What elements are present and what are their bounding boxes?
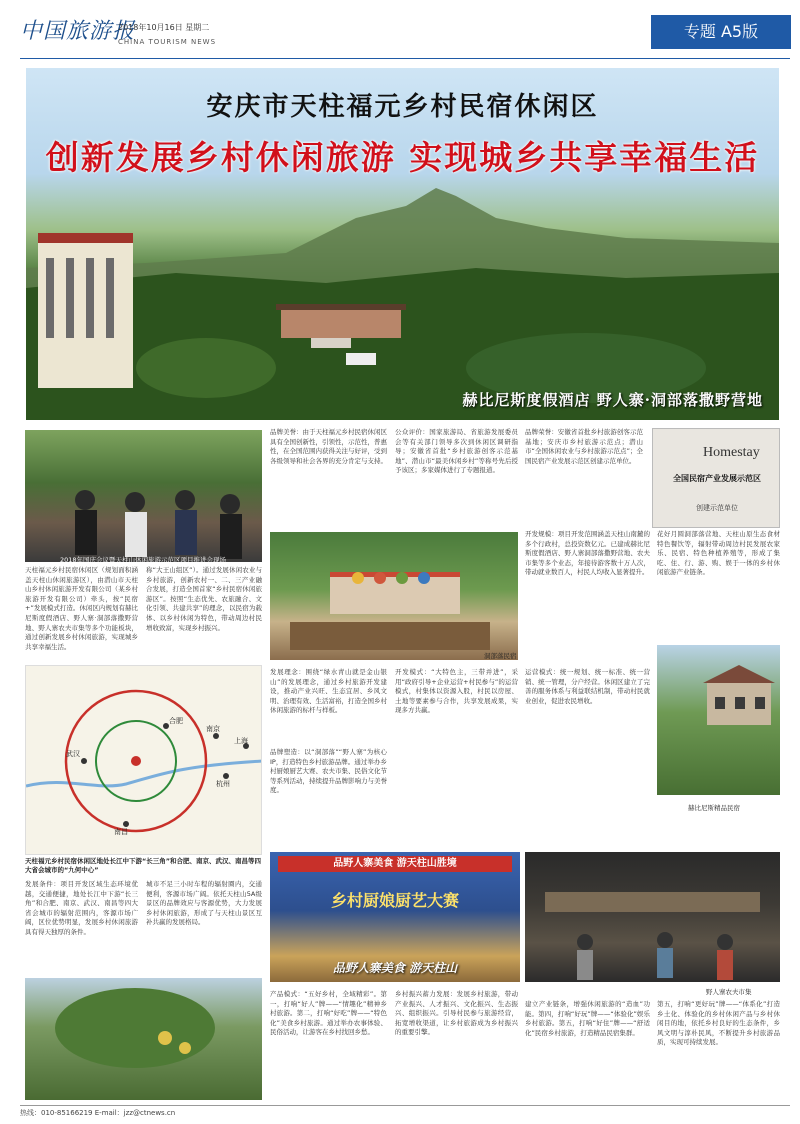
masthead (0, 0, 800, 60)
article-col-16: 建立产业链条，增强休闲旅游的“造血”功能。第四，打响“好玩”牌——“体验化”娱乐乡村旅游。第五，打响“好住”牌——“舒适化”民宿乡村旅游，打造精品民宿集群。 (525, 1000, 650, 1037)
hero-title: 安庆市天柱福元乡村民宿休闲区 (206, 92, 599, 122)
plaque-cn: 全国民宿产业发展示范区 (673, 474, 761, 483)
market-illustration (525, 852, 780, 982)
festival-bottom: 品野人寨美食 游天柱山 (332, 961, 458, 975)
article-col-4: 公众评价：国家旅游局、省旅游发展委员会等有关部门领导多次到休闲区调研指导；安徽省首批“乡村旅游创客示范基地”、潜山市“最美休闲乡村”等称号先后授予该区；多家媒体进行了专题报道。 (395, 428, 518, 475)
map-wuhan: 武汉 (66, 750, 80, 758)
hero-caption: 赫比尼斯度假酒店 野人寨·洞部落撒野营地 (462, 391, 763, 409)
crowd-illustration (25, 430, 262, 562)
hero-photo (26, 68, 779, 420)
market-photo (525, 852, 780, 982)
article-col-6: 开发规模：项目开发范围涵盖天柱山南麓的多个行政村，总投资数亿元。已建成赫比尼斯度假酒店、野人寨洞部落撒野营地、农夫市集等多个业态，年接待游客数十万人次，带动就业数百人，村民人均收入显著提升。 (525, 530, 650, 577)
dongbu-caption: 洞部落民宿 (484, 652, 517, 660)
map-hefei: 合肥 (169, 717, 183, 725)
festival-title: 乡村厨娘厨艺大赛 (330, 891, 459, 910)
article-col-13: 城市不足三小时车程的辐射圈内，交通便利，客源市场广阔。依托天柱山5A级景区的品牌效应与客源优势，大力发展乡村休闲旅游，形成了与天柱山景区互补共赢的发展格局。 (146, 880, 262, 927)
english-title: CHINA TOURISM NEWS (118, 38, 217, 46)
map-nanjing: 南京 (206, 725, 220, 733)
article-col-2: 称“大王山组区”）。通过发展休闲农业与乡村旅游，创新农村一、二、三产业融合发展，打造全国首家“乡村民宿休闲旅游区”。按照“生态优先、农旅融合、文化引领、共建共享”的理念，以民宿为载体、以乡村休闲为特色，带动周边村民增收致富，实现乡村振兴。 (146, 566, 262, 632)
festival-banner: 品野人寨美食 游天柱山胜境 (278, 856, 512, 872)
villa-illustration (657, 645, 780, 795)
location-map (25, 665, 262, 855)
homestay-plaque (652, 428, 780, 528)
issue-date: 2018年10月16日 星期二 (118, 23, 210, 32)
newspaper-logo: 中国旅游报 (20, 19, 136, 44)
village-illustration (270, 532, 518, 660)
herbinis-caption: 赫比尼斯精品民宿 (688, 804, 740, 812)
map-nanchang: 南昌 (114, 828, 128, 836)
article-col-14: 产品模式：“五好乡村，全域精彩”。第一，打响“好人”牌——“情趣化”精神乡村旅游。第二，打响“好吃”牌——“特色化”美食乡村旅游。通过举办农事体验、民俗活动，让游客在乡村找回乡愁。 (270, 990, 387, 1037)
fruit-tree-illustration (25, 978, 262, 1100)
herbinis-photo (657, 645, 780, 795)
plaque-sub: 创建示范单位 (696, 504, 738, 512)
header-rule (20, 58, 790, 59)
section-label: 专题 A5版 (651, 15, 791, 49)
article-col-1: 天柱福元乡村民宿休闲区（规划面积涵盖天柱山休闲旅游区），由潜山市天柱山乡村休闲旅游开发有限公司（某乡村旅游开发有限公司）牵头，按“民宿+”发展模式打造。休闲区内规划有赫比尼斯度假酒店、野人寨·洞部落撒野营地、野人寨农夫市集等多个功能板块，通过创新发展乡村休闲旅游，实现城乡共享幸福生活。 (25, 566, 138, 651)
article-col-11: 运营模式：统一规划、统一标准、统一营销、统一管理，分户经营。休闲区建立了完善的服务体系与利益联结机制，带动村民就业创业，促进农民增收。 (525, 668, 650, 705)
yeren-caption: 野人寨农夫市集 (706, 988, 752, 996)
meeting-photo (25, 430, 262, 562)
map-shanghai: 上海 (234, 737, 248, 745)
article-col-3: 品牌美誉：由于天柱福元乡村民宿休闲区具有全国创新性，引领性，示范性，普惠性，在全国范围内获得关注与好评，受到各级领导和社会各界的充分肯定与支持。 (270, 428, 387, 465)
article-col-12: 发展条件：项目开发区域生态环境优越，交通便捷，地处长江中下游“长三角”和合肥、南京、武汉、南昌等四大省会城市的辐射范围内，客源市场广阔，区位优势明显，发展乡村休闲旅游具有得天独厚的条件。 (25, 880, 138, 936)
map-hangzhou: 杭州 (216, 780, 230, 788)
region-map (26, 666, 262, 855)
article-col-10: 开发模式：“大特色主，三带并进”，采用“政府引导+企业运营+村民参与”的运营模式，村集体以资源入股，村民以房屋、土地等要素参与合作，共享发展成果，实现多方共赢。 (395, 668, 518, 715)
article-col-8: 发展理念：围绕“绿水青山就是金山银山”的发展理念，通过乡村旅游开发建设，推动产业兴旺、生态宜居、乡风文明、治理有效、生活富裕，打造全国乡村休闲旅游的标杆与样板。 (270, 668, 387, 715)
article-col-15: 乡村振兴蓄力发展：发展乡村旅游，带动产业振兴、人才振兴、文化振兴、生态振兴、组织振兴。引导村民参与旅游经营，拓宽增收渠道，让乡村旅游成为乡村振兴的重要引擎。 (395, 990, 518, 1037)
article-col-9: 品牌塑造：以“洞部落”“野人寨”为核心IP，打造特色乡村旅游品牌。通过举办乡村厨娘厨艺大赛、农夫市集、民俗文化节等系列活动，持续提升品牌影响力与美誉度。 (270, 748, 387, 795)
hero-slogan: 创新发展乡村休闲旅游 实现城乡共享幸福生活 (45, 138, 760, 177)
dongbu-photo (270, 532, 518, 660)
festival-photo (270, 852, 520, 982)
article-col-5: 品牌荣誉：安徽省首批乡村旅游创客示范基地；安庆市乡村旅游示范点；潜山市“全国休闲农业与乡村旅游示范点”；全国民宿产业发展示范区创建示范单位。 (525, 428, 643, 465)
footer-contact: 热线：010-85166219 E-mail：jzz@ctnews.cn (20, 1105, 790, 1117)
map-caption: 天柱福元乡村民宿休闲区地处长江中下游“长三角”和合肥、南京、武汉、南昌等四大省会城市的“九何中心” (25, 857, 262, 874)
plaque-title: Homestay (703, 445, 760, 460)
meeting-caption: 2018年国庆会议暨天柱山休闲旅游示范区项目推进会现场 (60, 556, 227, 564)
article-col-7: 花好月圆洞部落营地、天柱山原生态食材特色餐饮等，辐射带动周边村民发展农家乐、民宿、特色种植养殖等，形成了集吃、住、行、游、购、娱于一体的乡村休闲旅游产业链条。 (657, 530, 780, 577)
article-col-17: 第五，打响“更好玩”牌——“体系化”打造乡土化、体验化的乡村休闲产品与乡村休闲目的地，依托乡村良好的生态条件，乡风文明与淳朴民风，不断提升乡村旅游品质，实现可持续发展。 (657, 1000, 780, 1047)
bottom-landscape-photo (25, 978, 262, 1100)
